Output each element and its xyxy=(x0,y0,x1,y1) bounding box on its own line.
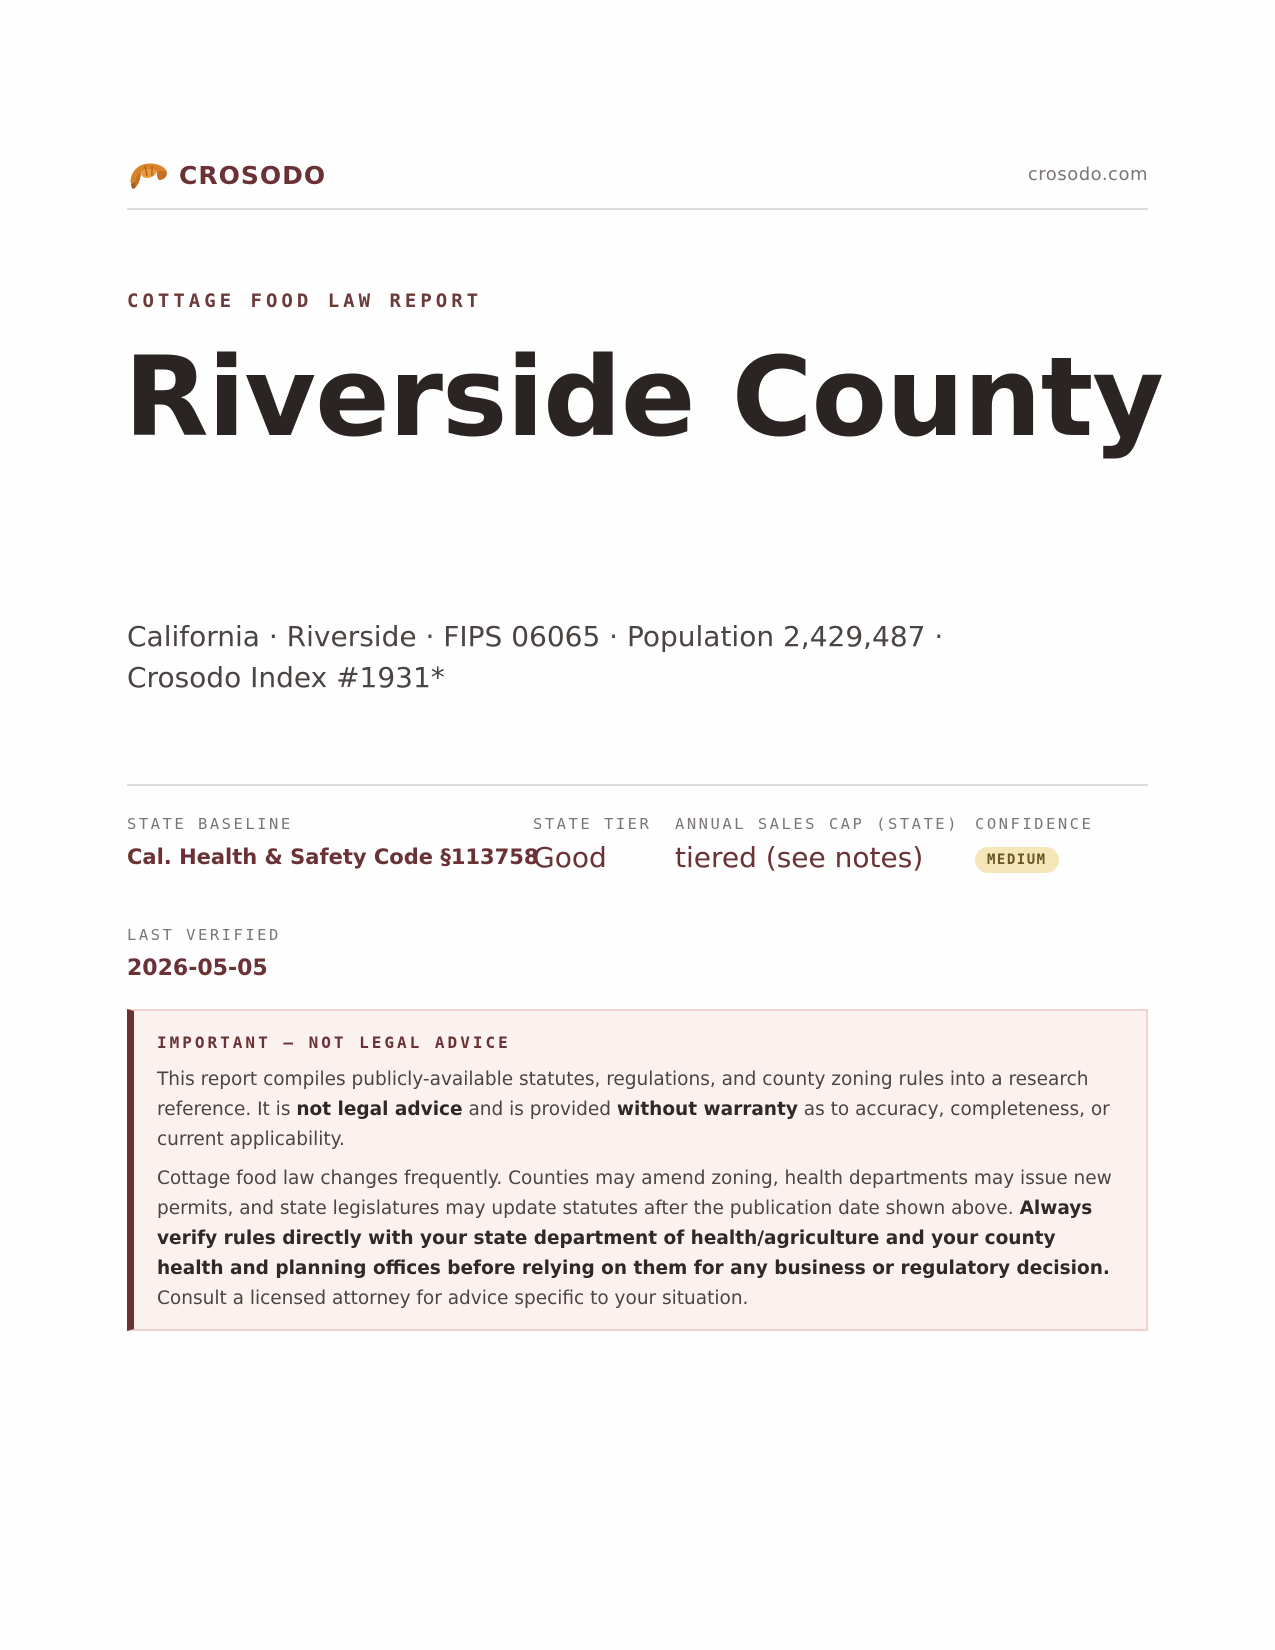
meta-value: Good xyxy=(533,841,607,874)
notice-emphasis: without warranty xyxy=(616,1098,798,1120)
meta-state-tier xyxy=(533,815,651,874)
report-eyebrow: COTTAGE FOOD LAW REPORT xyxy=(127,290,483,312)
site-url-link[interactable]: crosodo.com xyxy=(1027,164,1148,185)
notice-text: Consult a licensed attorney for advice specific to your situation. xyxy=(157,1287,749,1309)
meta-last-verified xyxy=(127,926,281,981)
notice-text: as to accuracy, completeness, or current applicability. xyxy=(157,1098,1110,1150)
notice-paragraph-2 xyxy=(157,1164,1118,1313)
section-divider xyxy=(127,784,1148,786)
meta-label: STATE BASELINE xyxy=(127,815,293,833)
meta-value: Cal. Health & Safety Code §113758 xyxy=(127,845,539,869)
notice-text: This report compiles publicly-available statutes, regulations, and county zoning rules into a research reference. It is xyxy=(157,1069,1089,1120)
page-header xyxy=(127,158,1148,210)
meta-value: 2026-05-05 xyxy=(127,956,268,981)
report-subtitle: California · Riverside · FIPS 06065 · Population 2,429,487 · Crosodo Index #1931* xyxy=(127,620,944,694)
meta-state-baseline xyxy=(127,815,539,869)
meta-label: CONFIDENCE xyxy=(975,815,1094,833)
meta-label: ANNUAL SALES CAP (STATE) xyxy=(675,815,959,833)
croissant-icon xyxy=(127,156,169,194)
meta-annual-sales-cap xyxy=(675,815,959,874)
notice-text: and is provided xyxy=(462,1098,617,1120)
brand[interactable] xyxy=(127,158,326,194)
page-title: Riverside County xyxy=(124,333,1163,461)
brand-name: CROSODO xyxy=(179,161,327,190)
meta-value: tiered (see notes) xyxy=(675,841,924,874)
notice-emphasis: not legal advice xyxy=(296,1098,463,1120)
notice-text: Cottage food law changes frequently. Counties may amend zoning, health departments may issue new permits, and state legislatures may update statutes after the publication date shown above. xyxy=(157,1168,1112,1220)
notice-emphasis: Always verify rules directly with your state department of health/agriculture and your county health and planning offices before relying on them for any business or regulatory decision. xyxy=(157,1198,1110,1279)
notice-paragraph-1 xyxy=(157,1065,1118,1154)
notice-heading: IMPORTANT — NOT LEGAL ADVICE xyxy=(157,1033,511,1052)
meta-confidence xyxy=(975,815,1093,873)
confidence-badge: MEDIUM xyxy=(975,847,1059,873)
meta-label: STATE TIER xyxy=(533,815,652,833)
meta-label: LAST VERIFIED xyxy=(127,926,281,944)
legal-notice xyxy=(127,1009,1148,1331)
